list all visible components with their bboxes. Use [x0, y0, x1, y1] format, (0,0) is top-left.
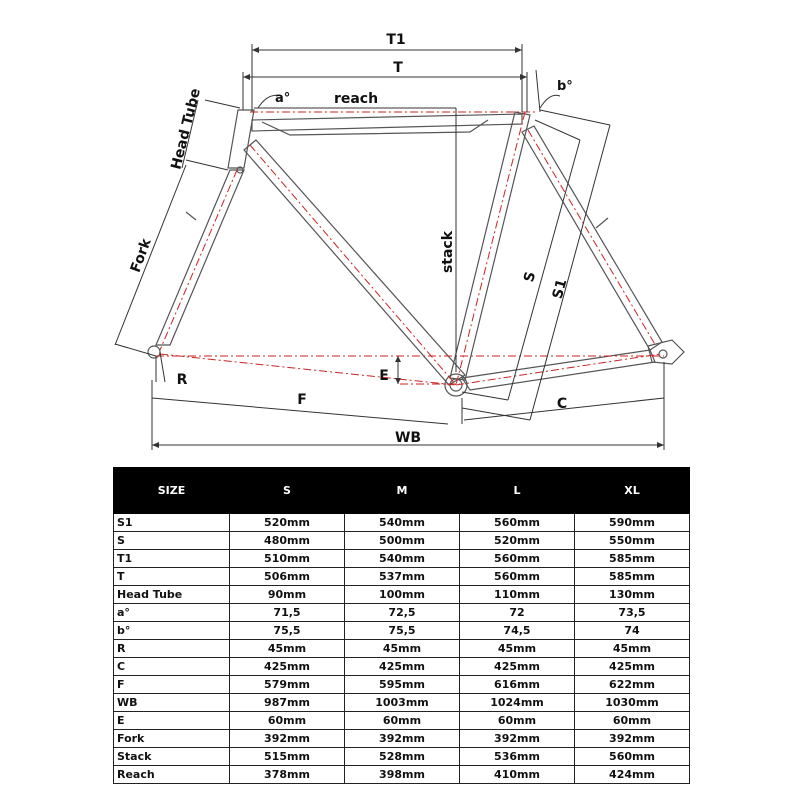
- seat-tube-centerline: [456, 112, 525, 385]
- table-cell: 72,5: [345, 604, 460, 622]
- seat-stay-centerline: [528, 130, 656, 346]
- table-cell: 560mm: [460, 514, 575, 532]
- table-cell: 520mm: [230, 514, 345, 532]
- table-cell: 60mm: [460, 712, 575, 730]
- down-tube-centerline: [250, 145, 456, 385]
- table-cell: 110mm: [460, 586, 575, 604]
- down-tube: [244, 140, 465, 385]
- table-cell: 392mm: [230, 730, 345, 748]
- row-label: T: [114, 568, 230, 586]
- row-label: Fork: [114, 730, 230, 748]
- table-header-row: [114, 468, 690, 514]
- table-row: [114, 658, 690, 676]
- arrowheads: [152, 47, 664, 448]
- table-cell: 425mm: [460, 658, 575, 676]
- table-cell: 579mm: [230, 676, 345, 694]
- row-label: b°: [114, 622, 230, 640]
- table-row: [114, 640, 690, 658]
- table-cell: 1030mm: [575, 694, 690, 712]
- frame: [148, 110, 684, 396]
- table-cell: 130mm: [575, 586, 690, 604]
- label-f: F: [297, 392, 307, 408]
- row-label: S: [114, 532, 230, 550]
- table-cell: 392mm: [460, 730, 575, 748]
- label-t: T: [393, 60, 403, 76]
- row-label: C: [114, 658, 230, 676]
- row-label: S1: [114, 514, 230, 532]
- fork-blade: [156, 170, 244, 345]
- row-label: T1: [114, 550, 230, 568]
- size-table: [113, 467, 690, 784]
- table-cell: 425mm: [575, 658, 690, 676]
- table-cell: 74: [575, 622, 690, 640]
- label-b-angle: b°: [557, 79, 573, 94]
- table-cell: 73,5: [575, 604, 690, 622]
- chain-stay-centerline: [456, 354, 660, 385]
- table-cell: 987mm: [230, 694, 345, 712]
- table-row: [114, 748, 690, 766]
- table-cell: 75,5: [345, 622, 460, 640]
- row-label: E: [114, 712, 230, 730]
- table-cell: 425mm: [230, 658, 345, 676]
- header-l: L: [460, 468, 575, 514]
- label-fork: Fork: [127, 236, 155, 275]
- row-label: Head Tube: [114, 586, 230, 604]
- seat-tube: [450, 112, 530, 380]
- size-table-body: [114, 514, 690, 784]
- table-cell: 585mm: [575, 568, 690, 586]
- table-cell: 60mm: [345, 712, 460, 730]
- label-s: S: [521, 270, 540, 284]
- table-cell: 520mm: [460, 532, 575, 550]
- label-reach: reach: [333, 91, 379, 107]
- table-cell: 536mm: [460, 748, 575, 766]
- table-cell: 90mm: [230, 586, 345, 604]
- table-cell: 1003mm: [345, 694, 460, 712]
- table-row: [114, 532, 690, 550]
- table-cell: 398mm: [345, 766, 460, 784]
- cable-guide: [186, 212, 196, 220]
- rear-axle: [659, 350, 667, 358]
- table-cell: 410mm: [460, 766, 575, 784]
- table-row: [114, 766, 690, 784]
- centerlines: [156, 112, 664, 385]
- table-cell: 585mm: [575, 550, 690, 568]
- table-row: [114, 730, 690, 748]
- table-row: [114, 694, 690, 712]
- table-cell: 71,5: [230, 604, 345, 622]
- row-label: a°: [114, 604, 230, 622]
- table-cell: 540mm: [345, 550, 460, 568]
- table-cell: 480mm: [230, 532, 345, 550]
- seat-stay: [522, 126, 662, 350]
- fork-centerline: [160, 170, 237, 350]
- table-cell: 1024mm: [460, 694, 575, 712]
- table-cell: 45mm: [575, 640, 690, 658]
- table-row: [114, 514, 690, 532]
- row-label: R: [114, 640, 230, 658]
- table-cell: 424mm: [575, 766, 690, 784]
- table-cell: 560mm: [460, 568, 575, 586]
- table-cell: 75,5: [230, 622, 345, 640]
- label-t1: T1: [386, 32, 406, 48]
- table-cell: 60mm: [575, 712, 690, 730]
- row-label: F: [114, 676, 230, 694]
- table-cell: 72: [460, 604, 575, 622]
- label-stack: stack: [440, 230, 456, 274]
- table-row: [114, 622, 690, 640]
- table-cell: 392mm: [575, 730, 690, 748]
- row-label: Reach: [114, 766, 230, 784]
- front-centerline: [160, 354, 456, 385]
- table-cell: 510mm: [230, 550, 345, 568]
- table-row: [114, 712, 690, 730]
- label-wb: WB: [394, 430, 422, 446]
- top-tube: [252, 114, 522, 131]
- table-cell: 392mm: [345, 730, 460, 748]
- table-cell: 45mm: [460, 640, 575, 658]
- table-cell: 45mm: [345, 640, 460, 658]
- table-cell: 100mm: [345, 586, 460, 604]
- table-cell: 590mm: [575, 514, 690, 532]
- table-cell: 500mm: [345, 532, 460, 550]
- table-row: [114, 550, 690, 568]
- label-c: C: [556, 396, 568, 412]
- table-cell: 560mm: [460, 550, 575, 568]
- table-row: [114, 586, 690, 604]
- label-a-angle: a°: [275, 91, 291, 106]
- table-cell: 540mm: [345, 514, 460, 532]
- table-cell: 60mm: [230, 712, 345, 730]
- header-xl: XL: [575, 468, 690, 514]
- table-cell: 537mm: [345, 568, 460, 586]
- table-cell: 560mm: [575, 748, 690, 766]
- row-label: Stack: [114, 748, 230, 766]
- label-head-tube: Head Tube: [168, 86, 204, 172]
- table-cell: 595mm: [345, 676, 460, 694]
- table-cell: 45mm: [230, 640, 345, 658]
- label-e: E: [379, 368, 389, 384]
- table-row: [114, 676, 690, 694]
- header-s: S: [230, 468, 345, 514]
- table-cell: 378mm: [230, 766, 345, 784]
- header-m: M: [345, 468, 460, 514]
- head-tube: [228, 110, 254, 168]
- table-row: [114, 604, 690, 622]
- table-cell: 622mm: [575, 676, 690, 694]
- table-cell: 74,5: [460, 622, 575, 640]
- label-s1: S1: [549, 277, 571, 301]
- table-cell: 515mm: [230, 748, 345, 766]
- row-label: WB: [114, 694, 230, 712]
- table-cell: 506mm: [230, 568, 345, 586]
- table-cell: 425mm: [345, 658, 460, 676]
- bottle-boss: [596, 218, 608, 228]
- header-size: SIZE: [114, 468, 230, 514]
- table-cell: 550mm: [575, 532, 690, 550]
- table-row: [114, 568, 690, 586]
- table-cell: 528mm: [345, 748, 460, 766]
- label-r: R: [176, 372, 188, 388]
- table-cell: 616mm: [460, 676, 575, 694]
